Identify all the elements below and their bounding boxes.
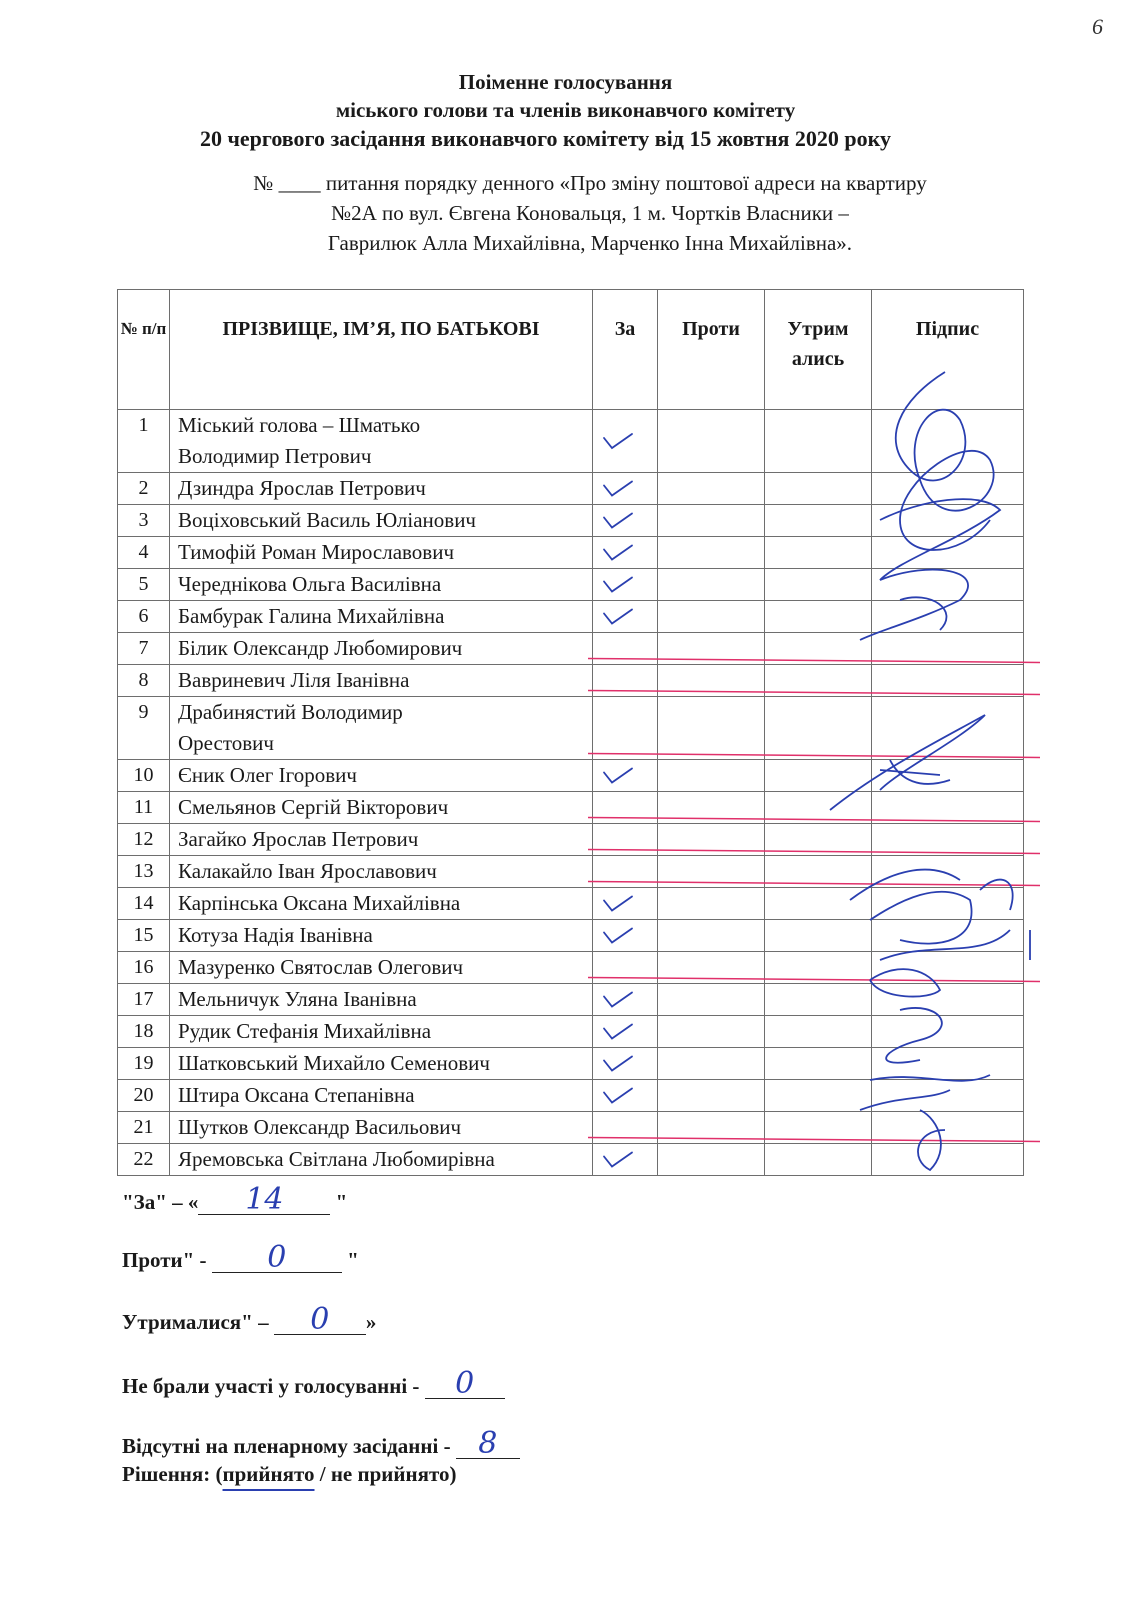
row-name (170, 537, 593, 569)
summary-against-value: 0 (212, 1244, 342, 1273)
table-row (118, 537, 1024, 569)
row-against (658, 697, 765, 760)
row-name (170, 505, 593, 537)
table-row (118, 1048, 1024, 1080)
row-number: 12 (118, 824, 170, 856)
row-abstained (765, 665, 872, 697)
row-signature (872, 1080, 1024, 1112)
decision-line (122, 1460, 456, 1488)
row-against (658, 856, 765, 888)
row-name-line-1: Череднікова Ольга Василівна (178, 572, 442, 596)
row-name (170, 920, 593, 952)
row-number: 19 (118, 1048, 170, 1080)
row-against (658, 1112, 765, 1144)
summary-abstained-value: 0 (274, 1306, 366, 1335)
row-name-line-1: Яремовська Світлана Любомирівна (178, 1147, 495, 1171)
document-header (0, 68, 1131, 154)
row-number: 22 (118, 1144, 170, 1176)
row-name (170, 792, 593, 824)
agenda-line-2: №2А по вул. Євгена Коновальця, 1 м. Чортків Власники – (331, 201, 849, 225)
row-name-line-1: Драбинястий Володимир (178, 700, 403, 724)
row-number: 20 (118, 1080, 170, 1112)
row-number: 6 (118, 601, 170, 633)
row-name-line-1: Бамбурак Галина Михайлівна (178, 604, 445, 628)
row-abstained (765, 537, 872, 569)
table-row (118, 824, 1024, 856)
row-for (593, 537, 658, 569)
row-abstained (765, 888, 872, 920)
row-signature (872, 697, 1024, 760)
row-signature (872, 1048, 1024, 1080)
row-number: 3 (118, 505, 170, 537)
row-for (593, 984, 658, 1016)
row-number: 13 (118, 856, 170, 888)
row-against (658, 1144, 765, 1176)
row-signature (872, 920, 1024, 952)
col-header-against: Проти (658, 290, 765, 410)
row-number: 15 (118, 920, 170, 952)
row-abstained (765, 952, 872, 984)
row-name-line-1: Дзиндра Ярослав Петрович (178, 476, 426, 500)
row-number: 14 (118, 888, 170, 920)
row-against (658, 537, 765, 569)
row-number: 10 (118, 760, 170, 792)
row-for (593, 569, 658, 601)
row-abstained (765, 1144, 872, 1176)
row-abstained (765, 697, 872, 760)
row-name (170, 665, 593, 697)
row-name-line-1: Білик Олександр Любомирович (178, 636, 463, 660)
row-abstained (765, 1080, 872, 1112)
summary-abstained-label: Утрималися" – (122, 1310, 274, 1334)
table-row (118, 952, 1024, 984)
row-signature (872, 665, 1024, 697)
row-for (593, 760, 658, 792)
row-for (593, 1048, 658, 1080)
row-for (593, 1144, 658, 1176)
row-against (658, 410, 765, 473)
row-abstained (765, 920, 872, 952)
row-against (658, 601, 765, 633)
row-name-line-1: Рудик Стефанія Михайлівна (178, 1019, 432, 1043)
row-name (170, 984, 593, 1016)
row-against (658, 569, 765, 601)
row-name-line-1: Смельянов Сергій Вікторович (178, 795, 449, 819)
summary-absent-value: 8 (456, 1430, 520, 1459)
col-header-number: № п/п (118, 290, 170, 410)
row-signature (872, 505, 1024, 537)
col-header-signature: Підпис (872, 290, 1024, 410)
agenda-line-3: Гаврилюк Алла Михайлівна, Марченко Інна Михайлівна». (327, 231, 853, 255)
summary-abstained (122, 1302, 377, 1337)
row-number: 2 (118, 473, 170, 505)
row-name (170, 1144, 593, 1176)
row-name (170, 824, 593, 856)
row-against (658, 1016, 765, 1048)
summary-against (122, 1240, 359, 1275)
row-name (170, 697, 593, 760)
row-for (593, 1016, 658, 1048)
header-session: 20 чергового засідання виконавчого комітету від 15 жовтня 2020 року (199, 126, 892, 151)
row-name (170, 601, 593, 633)
header-subtitle: міського голови та членів виконавчого комітету (335, 98, 796, 122)
row-abstained (765, 1048, 872, 1080)
table-row (118, 856, 1024, 888)
row-name-line-1: Шатковський Михайло Семенович (178, 1051, 490, 1075)
row-number: 21 (118, 1112, 170, 1144)
row-signature (872, 792, 1024, 824)
row-against (658, 1048, 765, 1080)
vote-table (117, 289, 1024, 1176)
summary-against-label: Проти" - (122, 1248, 212, 1272)
agenda-text (150, 168, 1030, 258)
row-number: 4 (118, 537, 170, 569)
row-for (593, 410, 658, 473)
row-name-line-1: Тимофій Роман Мирославович (178, 540, 455, 564)
row-for (593, 856, 658, 888)
table-row (118, 410, 1024, 473)
row-abstained (765, 410, 872, 473)
row-abstained (765, 633, 872, 665)
row-against (658, 633, 765, 665)
row-abstained (765, 984, 872, 1016)
row-signature (872, 633, 1024, 665)
row-for (593, 473, 658, 505)
row-against (658, 792, 765, 824)
row-name (170, 952, 593, 984)
row-name-line-1: Єник Олег Ігорович (178, 763, 357, 787)
row-number: 11 (118, 792, 170, 824)
row-signature (872, 952, 1024, 984)
row-number: 9 (118, 697, 170, 760)
row-abstained (765, 792, 872, 824)
row-for (593, 1112, 658, 1144)
row-signature (872, 410, 1024, 473)
row-name (170, 856, 593, 888)
row-abstained (765, 824, 872, 856)
row-signature (872, 1016, 1024, 1048)
summary-absent-label: Відсутні на пленарному засіданні - (122, 1434, 456, 1458)
row-against (658, 824, 765, 856)
header-title: Поіменне голосування (458, 70, 673, 94)
table-row (118, 1016, 1024, 1048)
table-row (118, 697, 1024, 760)
summary-for-value: 14 (198, 1186, 330, 1215)
table-row (118, 633, 1024, 665)
row-number: 18 (118, 1016, 170, 1048)
row-against (658, 920, 765, 952)
col-header-abstained: Утрим ались (765, 290, 872, 410)
table-row (118, 984, 1024, 1016)
table-row (118, 1080, 1024, 1112)
row-abstained (765, 569, 872, 601)
row-signature (872, 824, 1024, 856)
row-for (593, 888, 658, 920)
row-name (170, 888, 593, 920)
table-row (118, 760, 1024, 792)
row-name-line-1: Калакайло Іван Ярославович (178, 859, 437, 883)
table-row (118, 888, 1024, 920)
table-row (118, 601, 1024, 633)
col-header-name: ПРІЗВИЩЕ, ІМ’Я, ПО БАТЬКОВІ (170, 290, 593, 410)
row-abstained (765, 1112, 872, 1144)
table-row (118, 473, 1024, 505)
summary-abstained-close: » (365, 1310, 377, 1334)
row-name-line-1: Карпінська Оксана Михайлівна (178, 891, 461, 915)
row-name-line-1: Загайко Ярослав Петрович (178, 827, 419, 851)
row-number: 5 (118, 569, 170, 601)
row-against (658, 1080, 765, 1112)
row-for (593, 1080, 658, 1112)
row-signature (872, 569, 1024, 601)
row-name (170, 473, 593, 505)
row-number: 1 (118, 410, 170, 473)
row-abstained (765, 760, 872, 792)
summary-not-voting-label: Не брали участі у голосуванні - (122, 1374, 425, 1398)
row-name-line-1: Мазуренко Святослав Олегович (178, 955, 464, 979)
row-abstained (765, 601, 872, 633)
row-against (658, 952, 765, 984)
summary-absent (122, 1426, 520, 1461)
summary-for-label: "За" – « (122, 1190, 199, 1214)
row-name-line-1: Мельничук Уляна Іванівна (178, 987, 417, 1011)
row-name (170, 633, 593, 665)
row-signature (872, 1144, 1024, 1176)
row-name (170, 410, 593, 473)
row-abstained (765, 473, 872, 505)
row-for (593, 601, 658, 633)
row-signature (872, 601, 1024, 633)
row-for (593, 697, 658, 760)
row-number: 16 (118, 952, 170, 984)
row-number: 7 (118, 633, 170, 665)
summary-against-close: " (341, 1248, 359, 1272)
row-name-line-1: Воціховський Василь Юліанович (178, 508, 476, 532)
table-row (118, 920, 1024, 952)
row-signature (872, 1112, 1024, 1144)
row-name (170, 760, 593, 792)
table-row (118, 665, 1024, 697)
row-signature (872, 760, 1024, 792)
summary-for-close: " (330, 1190, 348, 1214)
row-for (593, 665, 658, 697)
row-name (170, 1016, 593, 1048)
row-against (658, 665, 765, 697)
table-row (118, 792, 1024, 824)
row-against (658, 984, 765, 1016)
row-name (170, 569, 593, 601)
table-row (118, 1112, 1024, 1144)
summary-for (122, 1182, 348, 1217)
row-against (658, 473, 765, 505)
summary-not-voting (122, 1366, 505, 1401)
row-abstained (765, 856, 872, 888)
row-name (170, 1048, 593, 1080)
summary-not-voting-value: 0 (425, 1370, 505, 1399)
decision-label: Рішення: ( (122, 1462, 223, 1486)
row-name-line-1: Шутков Олександр Васильович (178, 1115, 462, 1139)
table-row (118, 505, 1024, 537)
row-for (593, 792, 658, 824)
row-for (593, 920, 658, 952)
row-name (170, 1080, 593, 1112)
row-for (593, 824, 658, 856)
row-name-line-2: Орестович (178, 731, 274, 755)
row-signature (872, 856, 1024, 888)
row-number: 8 (118, 665, 170, 697)
decision-not-adopted: / не прийнято) (314, 1462, 457, 1486)
row-signature (872, 537, 1024, 569)
table-row (118, 1144, 1024, 1176)
row-abstained (765, 505, 872, 537)
row-for (593, 633, 658, 665)
row-name-line-1: Котуза Надія Іванівна (178, 923, 373, 947)
row-against (658, 888, 765, 920)
agenda-line-1: № ____ питання порядку денного «Про зміну поштової адреси на квартиру (253, 171, 927, 195)
row-for (593, 952, 658, 984)
decision-adopted: прийнято (222, 1462, 315, 1486)
row-signature (872, 473, 1024, 505)
row-name-line-1: Міський голова – Шматько (178, 413, 421, 437)
vote-rows (118, 410, 1024, 1176)
row-name (170, 1112, 593, 1144)
row-for (593, 505, 658, 537)
table-row (118, 569, 1024, 601)
col-header-for: За (593, 290, 658, 410)
row-against (658, 505, 765, 537)
row-number: 17 (118, 984, 170, 1016)
row-name-line-1: Штира Оксана Степанівна (178, 1083, 415, 1107)
row-signature (872, 984, 1024, 1016)
row-name-line-1: Вавриневич Ліля Іванівна (178, 668, 410, 692)
row-name-line-2: Володимир Петрович (178, 444, 372, 468)
row-signature (872, 888, 1024, 920)
row-against (658, 760, 765, 792)
row-abstained (765, 1016, 872, 1048)
page-number: 6 (1092, 14, 1103, 39)
